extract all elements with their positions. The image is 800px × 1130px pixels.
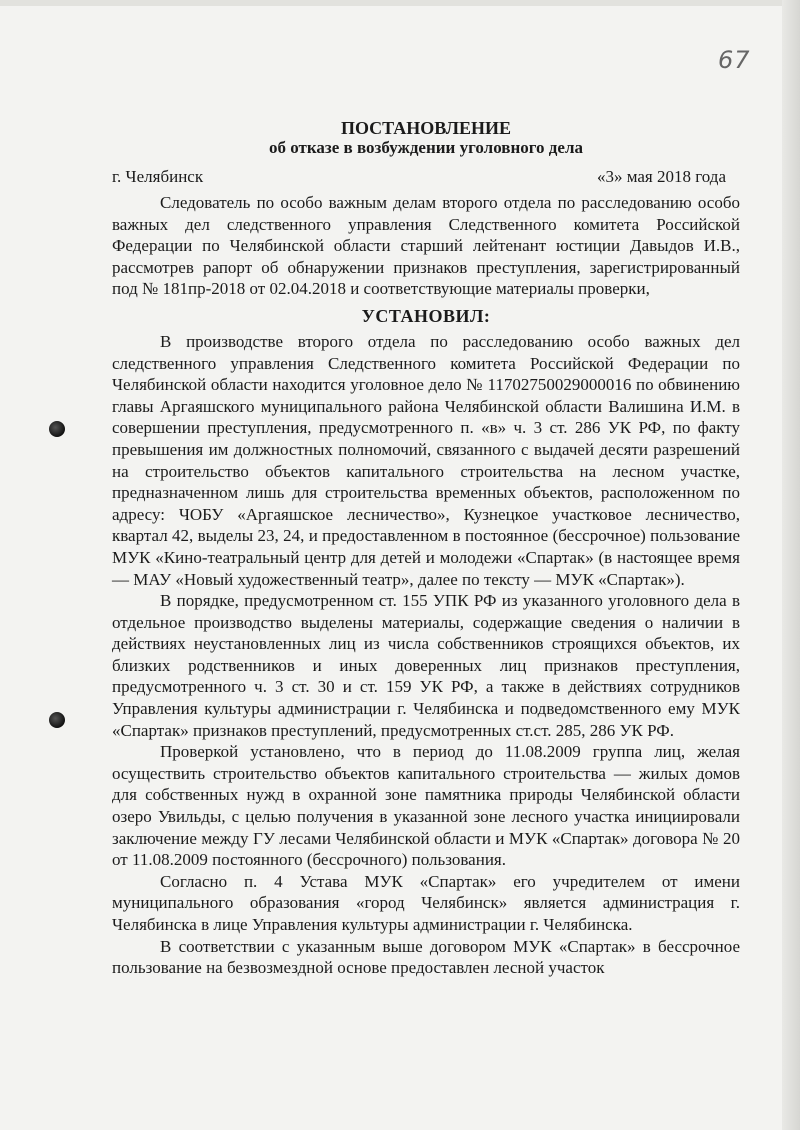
city: г. Челябинск <box>112 167 204 186</box>
paragraph: Проверкой установлено, что в период до 11.08.2009 группа лиц, желая осуществить строительство объектов капитального строительства — жилых домов для собственных нужд в охранной зоне памятника природы Челябинской области озеро Увильды, с целью получения в указанной зоне лесного участка инициировали заключение между ГУ лесами Челябинской области и МУК «Спартак» договора № 20 от 11.08.2009 постоянного (бессрочного) пользования. <box>112 742 740 870</box>
paragraph: В производстве второго отдела по расследованию особо важных дел следственного управления Следственного комитета Российской Федерации по Челябинской области находится уголовное дело № 11702750029000016 по обвинению главы Аргаяшского муниципального района Челябинской области Валишина И.М. в совершении преступления, предусмотренного п. «в» ч. 3 ст. 286 УК РФ, по факту превышения им должностных полномочий, связанного с выдачей десяти разрешений на строительство объектов капитального строительства на лесном участке, предназначенном лишь для строительства временных объектов, расположенном по адресу: ЧОБУ «Аргаяшское лесничество», Кузнецкое участковое лесничество, квартал 42, выделы 23, 24, и предоставленном в постоянное (бессрочное) пользование МУК «Кино-театральный центр для детей и молодежи «Спартак» (в настоящее время — МАУ «Новый художественный театр», далее по тексту — МУК «Спартак»). <box>112 331 740 589</box>
intro-paragraph: Следователь по особо важным делам второго отдела по расследованию особо важных дел следственного управления Следственного комитета Российской Федерации по Челябинской области старший лейтенант юстиции Давыдов И.В., рассмотрев рапорт об обнаружении признаков преступления, зарегистрированный под № 181пр-2018 от 02.04.2018 и соответствующие материалы проверки, <box>112 193 740 299</box>
scan-right-edge <box>782 0 800 1130</box>
punch-hole-icon <box>49 421 65 437</box>
document-subtitle: об отказе в возбуждении уголовного дела <box>269 138 583 157</box>
place-date-line <box>112 166 740 188</box>
paragraph: Согласно п. 4 Устава МУК «Спартак» его учредителем от имени муниципального образования «город Челябинск» является администрация г. Челябинска в лице Управления культуры администрации г. Челябинска. <box>112 871 740 934</box>
section-heading: УСТАНОВИЛ: <box>361 305 491 326</box>
paragraph: В соответствии с указанным выше договором МУК «Спартак» в бессрочное пользование на безвозмездной основе предоставлен лесной участок <box>112 936 740 978</box>
document-title: ПОСТАНОВЛЕНИЕ <box>340 118 512 138</box>
handwritten-page-number: 67 <box>718 46 751 74</box>
document-body <box>112 118 740 979</box>
document-date: «3» мая 2018 года <box>596 167 726 186</box>
paragraph: В порядке, предусмотренном ст. 155 УПК РФ из указанного уголовного дела в отдельное производство выделены материалы, содержащие сведения о наличии в действиях неустановленных лиц из числа собственников строящихся объектов, их близких родственников и иных доверенных лиц признаков преступления, предусмотренного ч. 3 ст. 30 и ст. 159 УК РФ, а также в действиях сотрудников Управления культуры администрации г. Челябинска и подведомственного ему МУК «Спартак» признаков преступлений, предусмотренных ст.ст. 285, 286 УК РФ. <box>112 591 740 740</box>
punch-hole-icon <box>49 712 65 728</box>
scan-top-edge <box>0 0 800 6</box>
